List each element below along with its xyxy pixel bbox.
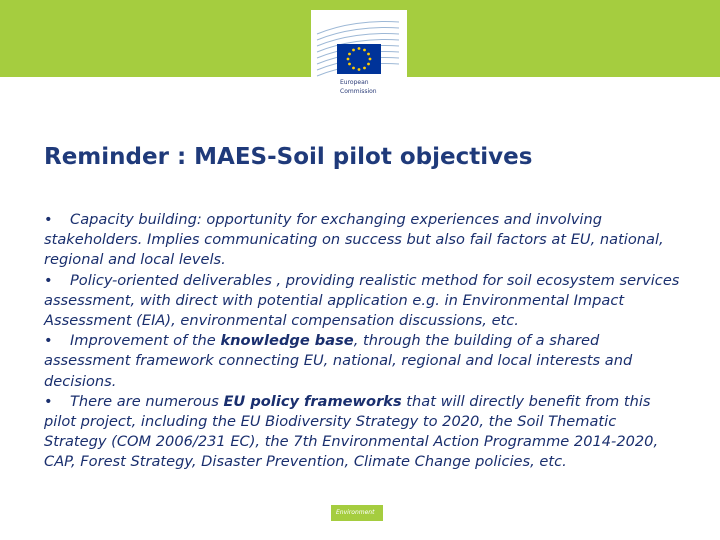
bullet-item: [44, 271, 680, 332]
bullet-text: deliverables , providing realistic method for soil ecosystem services assessment, with direct with potential application e.g. in Environmental Impact Assessment (EIA), environmental compensation discussions, etc.: [44, 271, 680, 330]
bullet-text: : opportunity for exchanging experiences and involving stakeholders. Implies communicating on success but also fail factors at EU, national, regional and local levels.: [44, 211, 664, 269]
bullet-text: that will directly benefit from this pilot project, including the EU Biodiversity Strategy to 2020, the Soil Thematic Strategy (COM 2006/231 EC), the 7th Environmental Action Programme 2014-2020, CAP, Forest Strategy, Disaster Prevention, Climate Change policies, etc.: [44, 392, 659, 471]
bullet-marker: •: [44, 392, 53, 410]
european-commission-logo: [311, 10, 407, 104]
bullet-marker: •: [44, 332, 53, 350]
bullet-marker: •: [44, 211, 53, 228]
bullet-emphasis: knowledge base: [220, 332, 354, 350]
bullet-emphasis: Policy-oriented: [70, 271, 179, 289]
bullet-list: [44, 210, 680, 473]
page-title: Reminder : MAES-Soil pilot objectives: [44, 144, 533, 170]
bullet-text: , through the building of a shared assessment framework connecting EU, national, regional and local interests and decisions.: [44, 332, 633, 390]
bullet-item: [44, 210, 680, 271]
logo-text-commission: Commission: [340, 88, 377, 95]
bullet-item: [44, 331, 680, 392]
bullet-marker: •: [44, 271, 53, 289]
bullet-text-pre: Improvement of the: [70, 332, 221, 350]
logo-text-european: European: [340, 79, 369, 86]
bullet-emphasis: Capacity building: [70, 211, 197, 228]
bullet-item: [44, 392, 680, 473]
bullet-text-pre: There are numerous: [70, 392, 224, 410]
bullet-emphasis: EU policy frameworks: [223, 392, 402, 410]
footer-environment-label: Environment: [331, 505, 383, 521]
